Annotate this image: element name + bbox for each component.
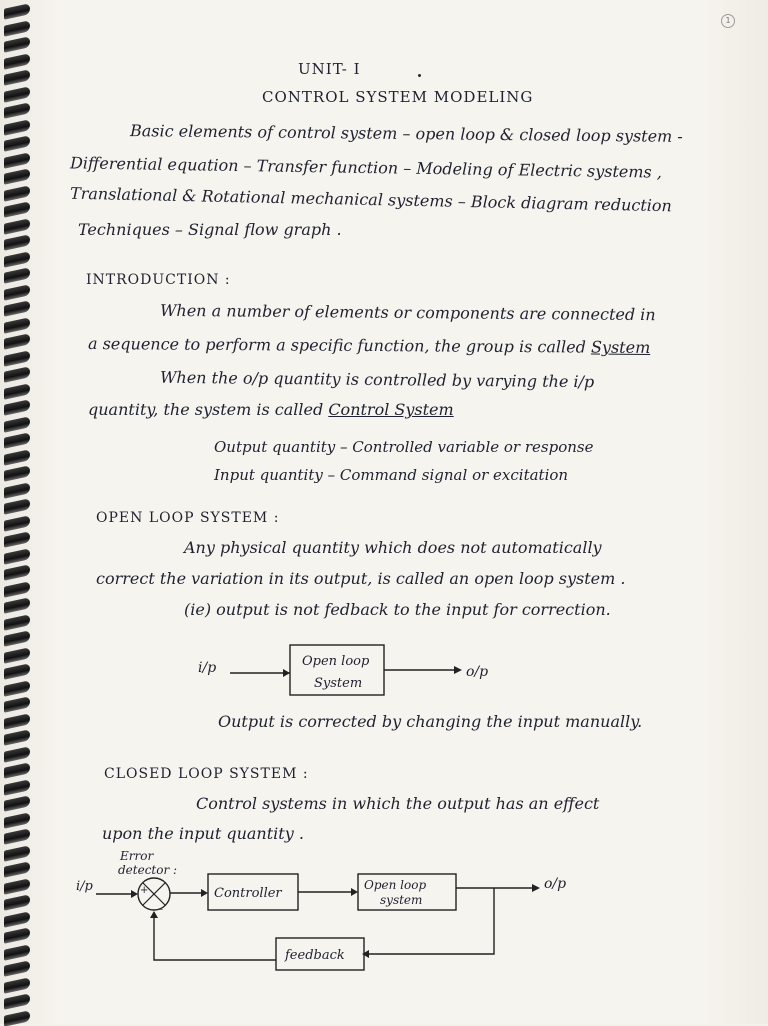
definition-input: Input quantity – Command signal or excitation xyxy=(214,466,569,484)
intro-para2-text: quantity, the system is called xyxy=(88,400,324,419)
page-number: 1 xyxy=(721,14,735,28)
syllabus-line-2: Differential equation – Transfer function – Modeling of Electric systems , xyxy=(69,153,663,182)
syllabus-line-4: Techniques – Signal flow graph . xyxy=(78,220,342,239)
ol-output-label: o/p xyxy=(466,664,489,680)
cl-feedback-arrowhead xyxy=(362,950,369,958)
ol-input-label: i/p xyxy=(198,660,217,676)
term-control-system: Control System xyxy=(328,400,454,419)
cl-output-label: o/p xyxy=(544,876,567,892)
cl-plant-line2: system xyxy=(380,893,423,907)
cl-error-label-1: Error xyxy=(120,849,154,863)
open-loop-line1: Any physical quantity which does not automatically xyxy=(184,538,602,557)
cl-feedback-path-in xyxy=(154,912,276,960)
cl-error-label-2: detector : xyxy=(118,863,178,877)
closed-loop-heading: CLOSED LOOP SYSTEM : xyxy=(104,766,309,782)
open-loop-note: Output is corrected by changing the input manually. xyxy=(218,712,643,731)
cl-feedback-return-arrowhead xyxy=(150,911,158,918)
cl-controller-arrowhead xyxy=(201,889,208,897)
ol-block-line2: System xyxy=(314,676,363,691)
cl-minus-sign: – xyxy=(158,904,163,915)
cl-feedback-label: feedback xyxy=(285,948,345,963)
cl-output-arrowhead xyxy=(532,884,540,892)
cl-plant-line1: Open loop xyxy=(364,878,427,892)
syllabus-line-3: Translational & Rotational mechanical systems – Block diagram reduction xyxy=(69,183,673,216)
term-system: System xyxy=(590,337,651,357)
page-title: CONTROL SYSTEM MODELING xyxy=(262,88,534,106)
cl-input-label: i/p xyxy=(76,879,93,894)
intro-para2-line1: When the o/p quantity is controlled by varying the i/p xyxy=(159,367,595,392)
definition-output: Output quantity – Controlled variable or response xyxy=(214,438,594,456)
open-loop-line3: (ie) output is not fedback to the input for correction. xyxy=(184,600,611,619)
intro-para1-line1: When a number of elements or components are connected in xyxy=(159,300,656,325)
closed-loop-line2: upon the input quantity . xyxy=(102,824,304,843)
unit-heading: UNIT- I xyxy=(298,60,361,78)
cl-input-arrowhead xyxy=(131,890,138,898)
introduction-heading: INTRODUCTION : xyxy=(86,272,231,288)
cl-plus-sign: + xyxy=(140,885,149,896)
closed-loop-line1: Control systems in which the output has an effect xyxy=(196,794,600,813)
cl-controller-label: Controller xyxy=(214,886,282,901)
ol-block-line1: Open loop xyxy=(302,654,370,669)
open-loop-line2: correct the variation in its output, is called an open loop system . xyxy=(96,569,626,588)
open-loop-heading: OPEN LOOP SYSTEM : xyxy=(96,510,280,526)
cl-plant-arrowhead xyxy=(351,888,358,896)
syllabus-line-1: Basic elements of control system – open loop & closed loop system - xyxy=(129,121,683,146)
intro-para1-text: a sequence to perform a specific function, the group is called xyxy=(87,334,586,357)
